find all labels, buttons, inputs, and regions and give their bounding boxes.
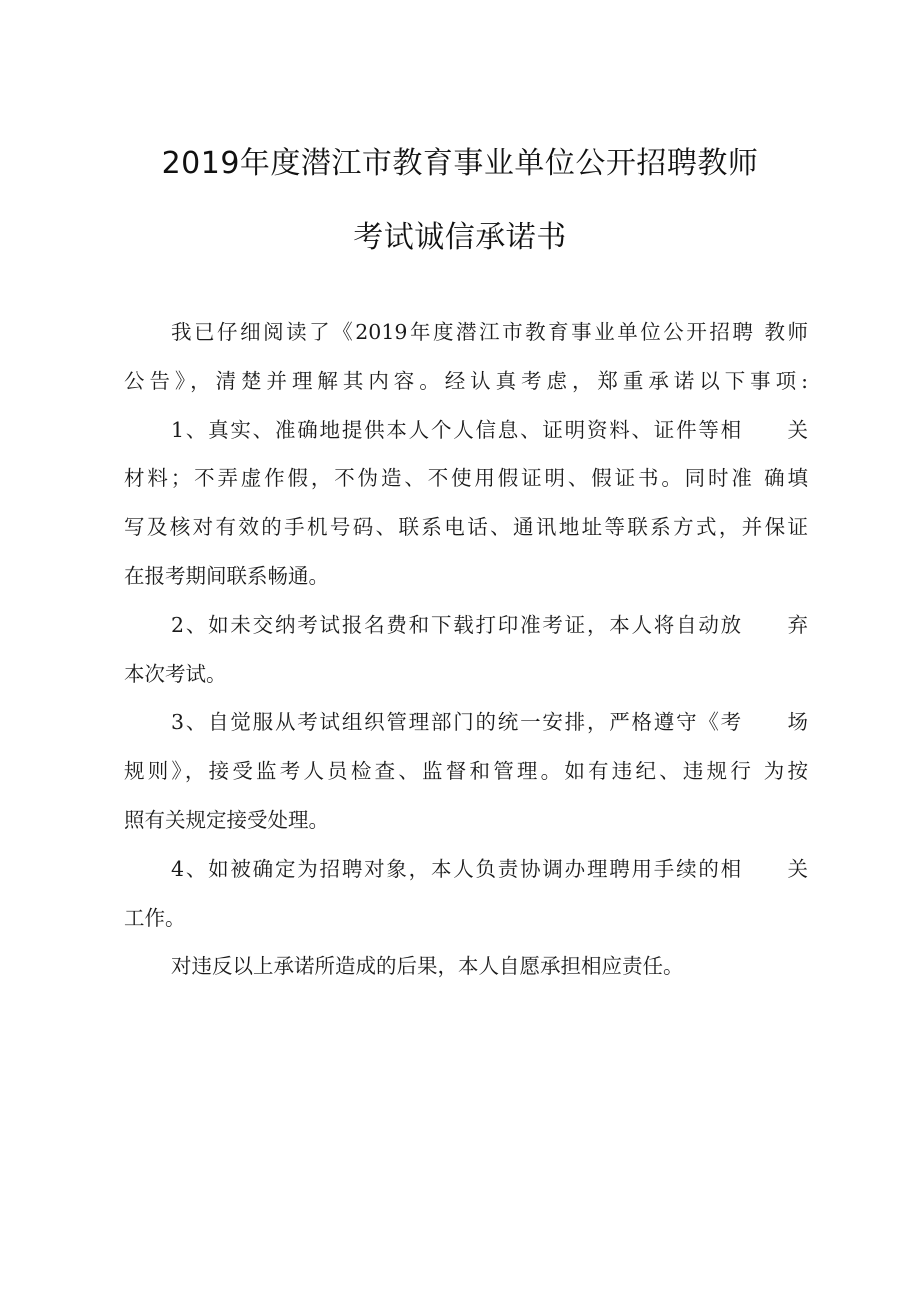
pledge-intro-line-2: 公告》，清楚并理解其内容。经认真考虑，郑重承诺以下事项: <box>124 368 808 393</box>
pledge-item-1-line-3: 写及核对有效的手机号码、联系电话、通讯地址等联系方式，并保证 <box>124 515 808 540</box>
pledge-body <box>124 308 808 991</box>
document-title-line-2: 考试诚信承诺书 <box>353 220 567 255</box>
pledge-item-1-line-1: 1、真实、准确地提供本人个人信息、证明资料、证件等相 关 <box>171 417 808 442</box>
pledge-closing: 对违反以上承诺所造成的后果，本人自愿承担相应责任。 <box>171 954 684 979</box>
pledge-item-4-line-1: 4、如被确定为招聘对象，本人负责协调办理聘用手续的相 关 <box>171 856 808 881</box>
pledge-item-2-line-2: 本次考试。 <box>124 661 227 686</box>
pledge-item-1-line-4: 在报考期间联系畅通。 <box>124 563 329 588</box>
pledge-item-3-line-3: 照有关规定接受处理。 <box>124 807 329 832</box>
pledge-intro-line-1: 我已仔细阅读了《2019年度潜江市教育事业单位公开招聘 教师 <box>171 320 808 344</box>
pledge-item-4-line-2: 工作。 <box>124 905 186 930</box>
pledge-item-3-line-2: 规则》，接受监考人员检查、监督和管理。如有违纪、违规行 为按 <box>124 759 808 784</box>
pledge-item-1-line-2: 材料；不弄虚作假，不伪造、不使用假证明、假证书。同时准 确填 <box>124 466 808 491</box>
pledge-item-2-line-1: 2、如未交纳考试报名费和下载打印准考证，本人将自动放 弃 <box>171 612 808 637</box>
pledge-item-3-line-1: 3、自觉服从考试组织管理部门的统一安排，严格遵守《考 场 <box>171 710 808 735</box>
document-title-line-1: 2019年度潜江市教育事业单位公开招聘教师 <box>161 146 759 181</box>
